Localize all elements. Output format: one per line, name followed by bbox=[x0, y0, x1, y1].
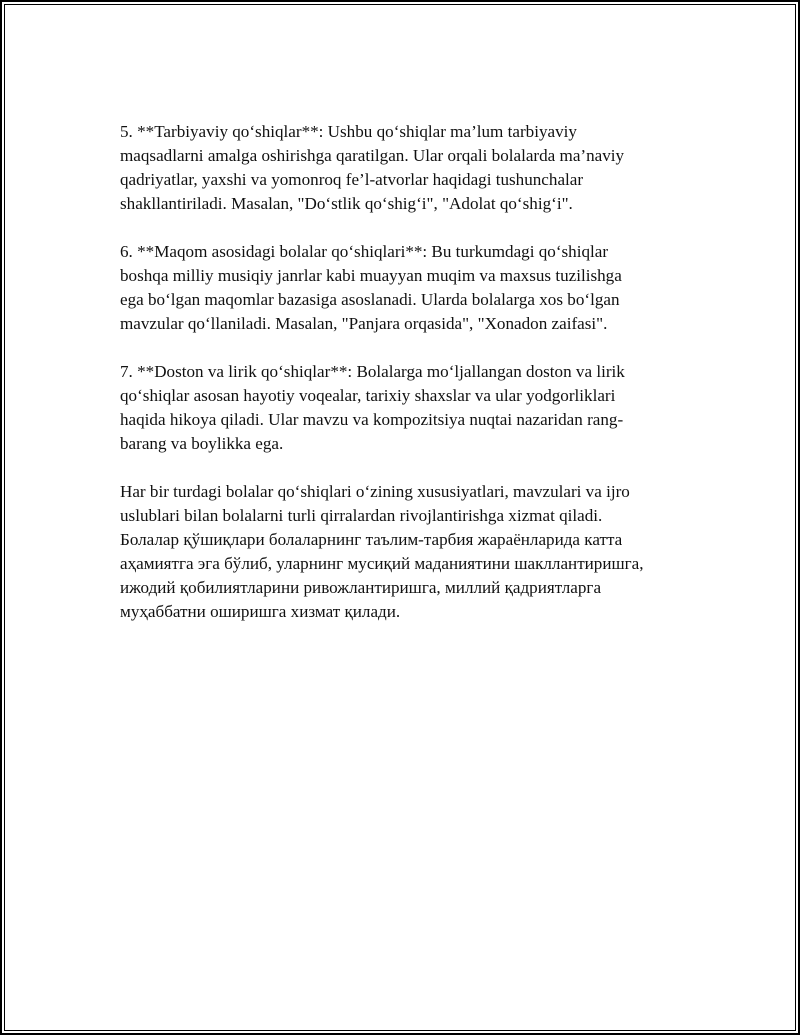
paragraph-conclusion bbox=[120, 480, 690, 624]
text-line: аҳамиятга эга бўлиб, уларнинг мусиқий маданиятини шакллантиришга, bbox=[120, 554, 644, 573]
text-line: 5. **Tarbiyaviy qo‘shiqlar**: Ushbu qo‘shiqlar ma’lum tarbiyaviy bbox=[120, 122, 577, 141]
text-line: ega bo‘lgan maqomlar bazasiga asoslanadi. Ularda bolalarga xos bo‘lgan bbox=[120, 290, 620, 309]
paragraph-doston-lyric-songs bbox=[120, 360, 690, 456]
text-line: муҳаббатни оширишга хизмат қилади. bbox=[120, 602, 401, 621]
text-line: maqsadlarni amalga oshirishga qaratilgan. Ular orqali bolalarda ma’naviy bbox=[120, 146, 625, 165]
text-line: barang va boylikka ega. bbox=[120, 434, 284, 453]
text-line: haqida hikoya qiladi. Ular mavzu va kompozitsiya nuqtai nazaridan rang- bbox=[120, 410, 624, 429]
text-line: Болалар қўшиқлари болаларнинг таълим-тарбия жараёнларида катта bbox=[120, 530, 623, 549]
text-line: mavzular qo‘llaniladi. Masalan, "Panjara orqasida", "Xonadon zaifasi". bbox=[120, 314, 608, 333]
text-line: Har bir turdagi bolalar qo‘shiqlari o‘zining xususiyatlari, mavzulari va ijro bbox=[120, 482, 630, 501]
text-line: 6. **Maqom asosidagi bolalar qo‘shiqlari**: Bu turkumdagi qo‘shiqlar bbox=[120, 242, 609, 261]
paragraph-maqom-songs bbox=[120, 240, 690, 336]
text-line: qadriyatlar, yaxshi va yomonroq fe’l-atvorlar haqidagi tushunchalar bbox=[120, 170, 584, 189]
text-line: boshqa milliy musiqiy janrlar kabi muayyan muqim va maxsus tuzilishga bbox=[120, 266, 622, 285]
text-line: uslublari bilan bolalarni turli qirralardan rivojlantirishga xizmat qiladi. bbox=[120, 506, 603, 525]
text-line: qo‘shiqlar asosan hayotiy voqealar, tarixiy shaxslar va ular yodgorliklari bbox=[120, 386, 616, 405]
text-line: ижодий қобилиятларини ривожлантиришга, миллий қадриятларга bbox=[120, 578, 602, 597]
text-line: shakllantiriladi. Masalan, "Do‘stlik qo‘shig‘i", "Adolat qo‘shig‘i". bbox=[120, 194, 573, 213]
text-line: 7. **Doston va lirik qo‘shiqlar**: Bolalarga mo‘ljallangan doston va lirik bbox=[120, 362, 625, 381]
paragraph-tarbiyaviy-songs bbox=[120, 120, 690, 216]
document-body bbox=[120, 120, 690, 648]
